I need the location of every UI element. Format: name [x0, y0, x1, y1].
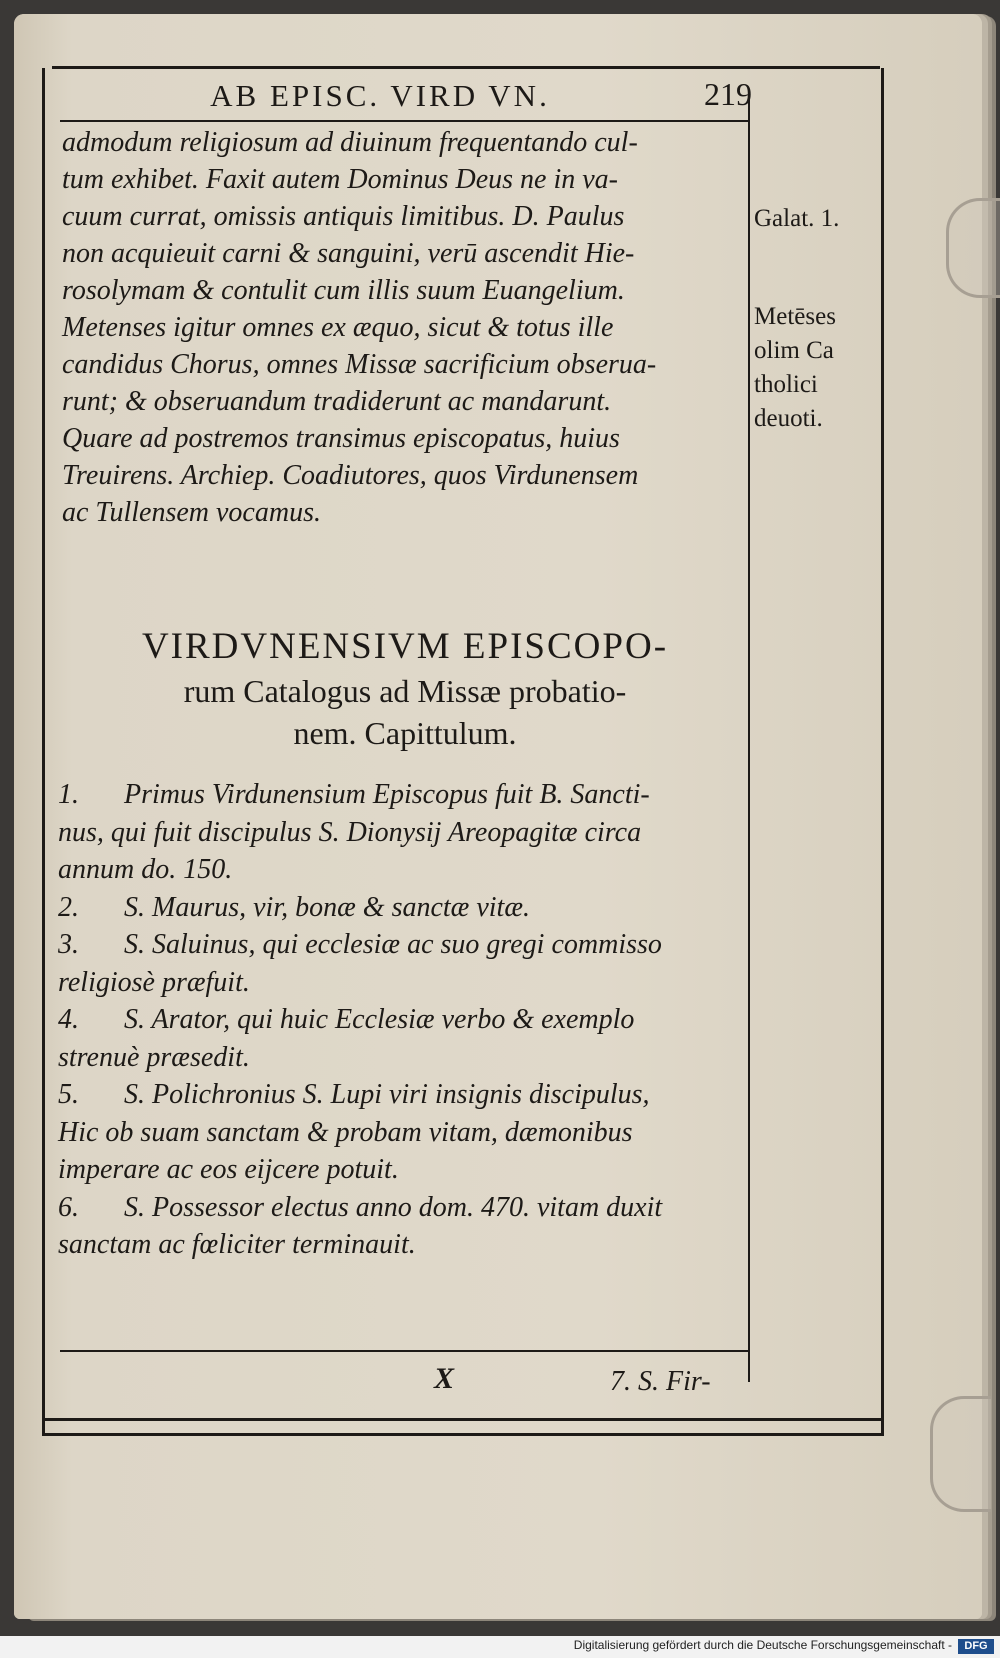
catalog-line: 1. Primus Virdunensium Episcopus fuit B. Sancti- — [58, 779, 650, 810]
margin-note-line: deuoti. — [754, 405, 823, 432]
dfg-logo: DFG — [958, 1639, 994, 1654]
margin-note-galat: Galat. 1. — [754, 205, 840, 232]
section-heading — [60, 624, 750, 754]
catalog-line: nus, qui fuit discipulus S. Dionysij Areopagitæ circa — [58, 816, 642, 848]
body-line: non acquieuit carni & sanguini, verū ascendit Hie- — [62, 238, 635, 269]
body-line: candidus Chorus, omnes Missæ sacrificium obserua- — [62, 349, 657, 380]
body-line: ac Tullensem vocamus. — [62, 497, 321, 528]
catchword: 7. S. Fir- — [610, 1366, 711, 1397]
catalog-line: 4. S. Arator, qui huic Ecclesiæ verbo & exemplo — [58, 1004, 635, 1035]
footer-credit: Digitalisierung gefördert durch die Deutsche Forschungsgemeinschaft - — [573, 1638, 952, 1652]
page-clip-top — [946, 198, 1000, 298]
signature-mark: X — [434, 1362, 455, 1395]
body-line: cuum currat, omissis antiquis limitibus. D. Paulus — [62, 201, 625, 232]
body-line: runt; & obseruandum tradiderunt ac mandarunt. — [62, 386, 612, 417]
lower-rule — [60, 1350, 748, 1352]
footer-bar — [0, 1636, 1000, 1658]
body-line: tum exhibet. Faxit autem Dominus Deus ne in va- — [62, 164, 618, 195]
margin-note-line: tholici — [754, 371, 818, 398]
page-number: 219 — [704, 76, 752, 112]
header-rule — [60, 120, 750, 122]
body-line: Metenses igitur omnes ex æquo, sicut & totus ille — [62, 312, 614, 343]
body-line: rosolymam & contulit cum illis suum Euangelium. — [62, 275, 625, 306]
body-line: Treuirens. Archiep. Coadiutores, quos Virdunensem — [62, 460, 639, 491]
catalog-line: religiosè præfuit. — [58, 966, 250, 998]
running-title: AB EPISC. VIRD VN. — [210, 78, 550, 113]
catalog-line: 2. S. Maurus, vir, bonæ & sanctæ vitæ. — [58, 891, 531, 923]
catalog-line: strenuè præsedit. — [58, 1041, 250, 1073]
catalog-line: Hic ob suam sanctam & probam vitam, dæmonibus — [58, 1116, 633, 1148]
margin-note-line: olim Ca — [754, 337, 834, 364]
catalog-line: 6. S. Possessor electus anno dom. 470. vitam duxit — [58, 1191, 663, 1223]
page-clip-bottom — [930, 1396, 991, 1512]
body-line: admodum religiosum ad diuinum frequentando cul- — [62, 127, 638, 158]
catalog-line: 3. S. Saluinus, qui ecclesiæ ac suo gregi commisso — [58, 929, 662, 960]
catalog-line: imperare ac eos eijcere potuit. — [58, 1154, 399, 1185]
catalog-line: annum do. 150. — [58, 854, 233, 885]
heading-line-2: rum Catalogus ad Missæ probatio- — [183, 673, 627, 709]
body-line: Quare ad postremos transimus episcopatus, huius — [62, 423, 620, 454]
heading-line-1: VIRDVNENSIVM EPISCOPO- — [141, 626, 669, 667]
margin-notes — [754, 202, 874, 436]
margin-note-line: Metēses — [754, 303, 836, 330]
catalog-line: 5. S. Polichronius S. Lupi viri insignis discipulus, — [58, 1079, 650, 1110]
catalog-line: sanctam ac fœliciter terminauit. — [58, 1229, 416, 1260]
bishop-catalog — [58, 776, 748, 1264]
heading-line-3: nem. Capittulum. — [293, 715, 517, 751]
body-text — [62, 124, 747, 531]
bottom-rule — [42, 1418, 884, 1421]
